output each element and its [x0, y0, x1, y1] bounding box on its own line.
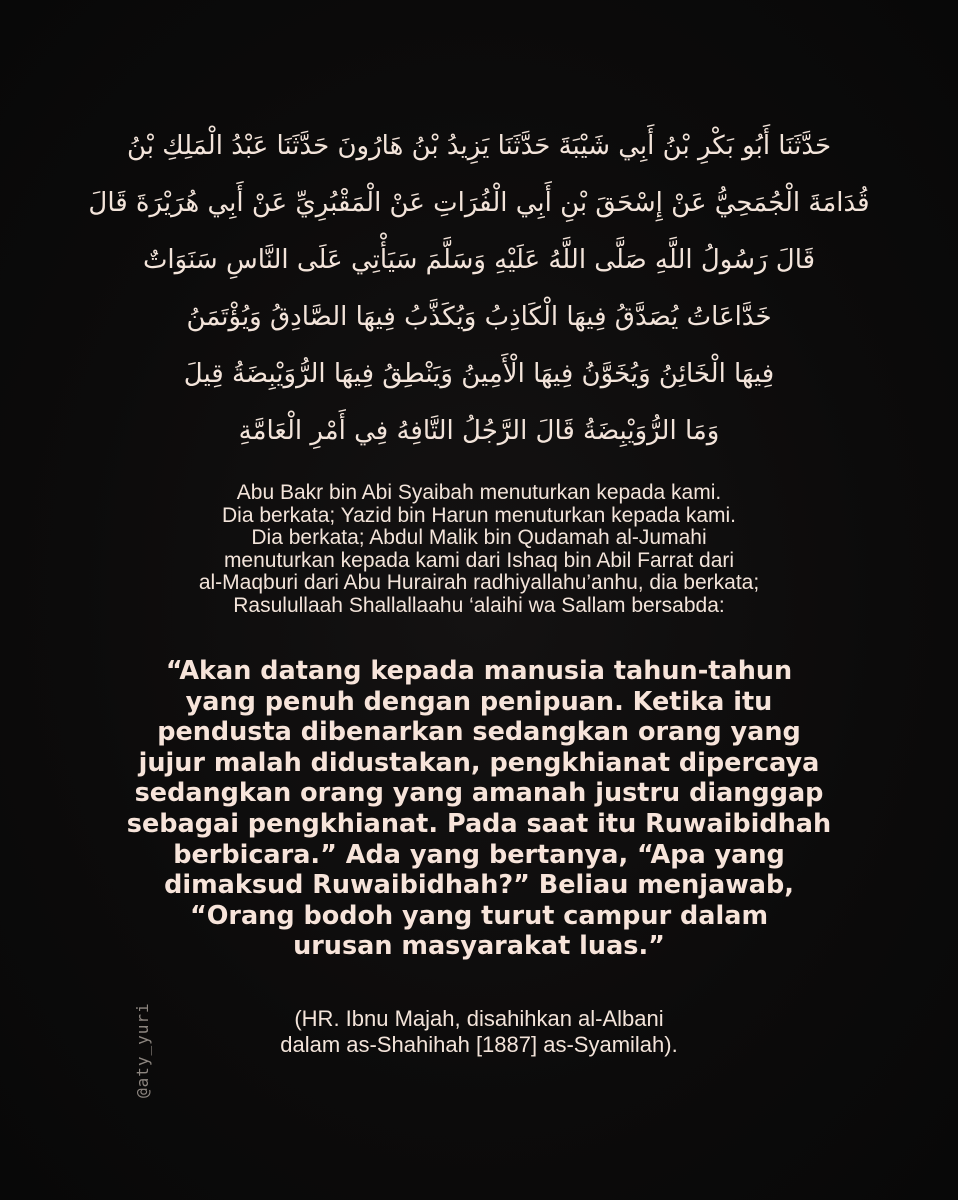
quote-line: pendusta dibenarkan sedangkan orang yang [157, 717, 801, 748]
source-line: dalam as-Shahihah [1887] as-Syamilah). [280, 1032, 678, 1057]
arabic-hadith-text [60, 118, 898, 460]
quote-line: sebagai pengkhianat. Pada saat itu Ruwaibidhah [126, 808, 832, 839]
chain-of-narration-translation [60, 482, 898, 617]
arabic-line: فِيهَا الْخَائِنُ وَيُخَوَّنُ فِيهَا الْأَمِينُ وَيَنْطِقُ فِيهَا الرُّوَيْبِضَةُ قِيلَ [183, 359, 775, 389]
hadith-source [60, 1006, 898, 1058]
source-line: (HR. Ibnu Majah, disahihkan al-Albani [294, 1006, 664, 1031]
translation-line: Abu Bakr bin Abi Syaibah menuturkan kepada kami. [236, 481, 722, 504]
arabic-line: قَالَ رَسُولُ اللَّهِ صَلَّى اللَّهُ عَلَيْهِ وَسَلَّمَ سَيَأْتِي عَلَى النَّاسِ سَنَوَاتٌ [142, 245, 816, 275]
arabic-line: خَدَّاعَاتُ يُصَدَّقُ فِيهَا الْكَاذِبُ وَيُكَذَّبُ فِيهَا الصَّادِقُ وَيُؤْتَمَنُ [186, 302, 772, 332]
arabic-line: وَمَا الرُّوَيْبِضَةُ قَالَ الرَّجُلُ التَّافِهُ فِي أَمْرِ الْعَامَّةِ [238, 416, 720, 446]
arabic-line: حَدَّثَنَا أَبُو بَكْرِ بْنُ أَبِي شَيْبَةَ حَدَّثَنَا يَزِيدُ بْنُ هَارُونَ حَدَّثَنَا عَبْدُ الْمَلِكِ بْنُ [126, 131, 832, 161]
translation-line: Dia berkata; Abdul Malik bin Qudamah al-Jumahi [251, 526, 707, 549]
quote-line: jujur malah didustakan, pengkhianat dipercaya [138, 747, 820, 778]
quote-line: urusan masyarakat luas.” [293, 931, 665, 962]
quote-line: “Akan datang kepada manusia tahun-tahun [165, 656, 793, 686]
arabic-line: قُدَامَةَ الْجُمَحِيُّ عَنْ إِسْحَقَ بْنِ أَبِي الْفُرَاتِ عَنْ الْمَقْبُرِيِّ عَنْ أَبِي هُرَيْرَةَ قَالَ [88, 188, 870, 218]
quote-line: dimaksud Ruwaibidhah?” Beliau menjawab, [164, 870, 794, 901]
quote-line: “Orang bodoh yang turut campur dalam [189, 900, 769, 931]
translation-line: al-Maqburi dari Abu Hurairah radhiyallahu’anhu, dia berkata; [198, 571, 760, 594]
translation-line: Rasulullaah Shallallaahu ‘alaihi wa Sallam bersabda: [233, 593, 725, 617]
hadith-quote [40, 656, 918, 962]
quote-line: sedangkan orang yang amanah justru dianggap [134, 778, 824, 809]
quote-line: yang penuh dengan penipuan. Ketika itu [185, 686, 773, 717]
watermark-handle: @aty_yuri [133, 1002, 152, 1098]
translation-line: Dia berkata; Yazid bin Harun menuturkan kepada kami. [221, 503, 736, 527]
quote-line: berbicara.” Ada yang bertanya, “Apa yang [173, 839, 785, 870]
translation-line: menuturkan kepada kami dari Ishaq bin Abil Farrat dari [223, 548, 735, 572]
